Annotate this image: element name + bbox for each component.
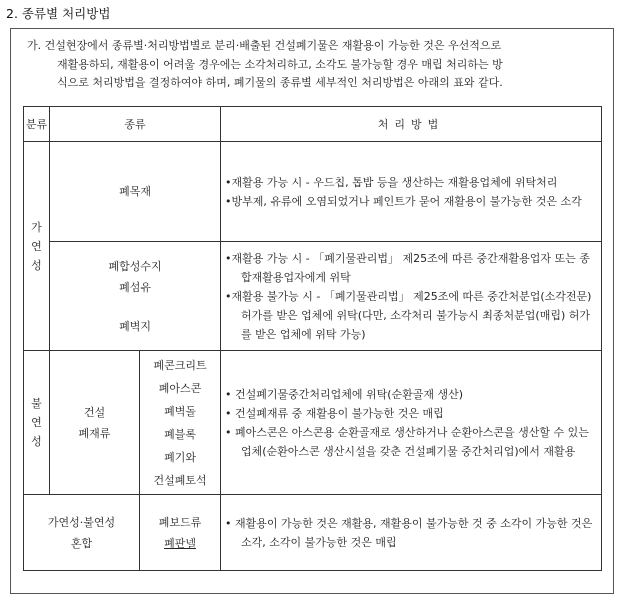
type-wood: 폐목재	[50, 142, 221, 242]
header-type: 종류	[50, 107, 221, 142]
method-noncombustible: • 건설폐기물중간처리업체에 위탁(순환골재 생산) • 건설폐재류 중 재활용이 불가능한 것은 매립 • 폐아스콘은 아스콘용 순환골재로 생산하거나 순환아스콘을 생산할 수 있는 업체(순환아스콘 생산시설을 갖춘 건설폐기물 중간처리업)에서 재활용	[221, 351, 602, 495]
treatment-table	[23, 106, 602, 571]
header-category: 분류	[24, 107, 50, 142]
intro-line-2: 재활용하되, 재활용이 어려울 경우에는 소각처리하고, 소각도 불가능할 경우 매립 처리하는 방	[57, 57, 503, 71]
method-mixed: • 재활용이 가능한 것은 재활용, 재활용이 불가능한 것 중 소각이 가능한 것은 소각, 소각이 불가능한 것은 매립	[221, 495, 602, 571]
category-combustible: 가 연 성	[24, 142, 50, 351]
intro-line-3: 식으로 처리방법을 결정하여야 하며, 폐기물의 종류별 세부적인 처리방법은 아래의 표와 같다.	[57, 76, 503, 89]
method-synthetic: •재활용 가능 시 - 「폐기물관리법」 제25조에 따른 중간재활용업자 또는 종합재활용업자에게 위탁 •재활용 불가능 시 - 「폐기물관리법」 제25조에 따른 중간처분업(소각전문) 허가를 받은 업체에 위탁(다만, 소각처리 불가능시 최종처분업(매립) 허가를 받은 업체에 위탁 가능)	[221, 242, 602, 351]
items-noncombustible: 폐콘크리트 폐아스콘 폐벽돌 폐블록 폐기와 건설폐토석	[140, 351, 221, 495]
table-row	[24, 242, 602, 351]
content-box	[10, 28, 614, 594]
method-wood: •재활용 가능 시 - 우드칩, 톱밥 등을 생산하는 재활용업체에 위탁처리 •방부제, 유류에 오염되었거나 페인트가 묻어 재활용이 불가능한 것은 소각	[221, 142, 602, 242]
table-row	[24, 495, 602, 571]
table-row	[24, 142, 602, 242]
table-header-row	[24, 107, 602, 142]
intro-line-1: 가. 건설현장에서 종류별·처리방법별로 분리·배출된 건설폐기물은 재활용이 가능한 것은 우선적으로	[27, 39, 502, 52]
group-construction-debris: 건설 폐재류	[50, 351, 140, 495]
intro-paragraph	[27, 37, 601, 93]
section-title: 2. 종류별 처리방법	[6, 6, 111, 21]
category-mixed: 가연성·불연성 혼합	[24, 495, 140, 571]
table-row	[24, 351, 602, 495]
items-mixed: 폐보드류 폐판넬	[140, 495, 221, 571]
type-synthetic: 폐합성수지 폐섬유 폐벽지	[50, 242, 221, 351]
header-method: 처리방법	[221, 107, 602, 142]
category-noncombustible: 불 연 성	[24, 351, 50, 495]
